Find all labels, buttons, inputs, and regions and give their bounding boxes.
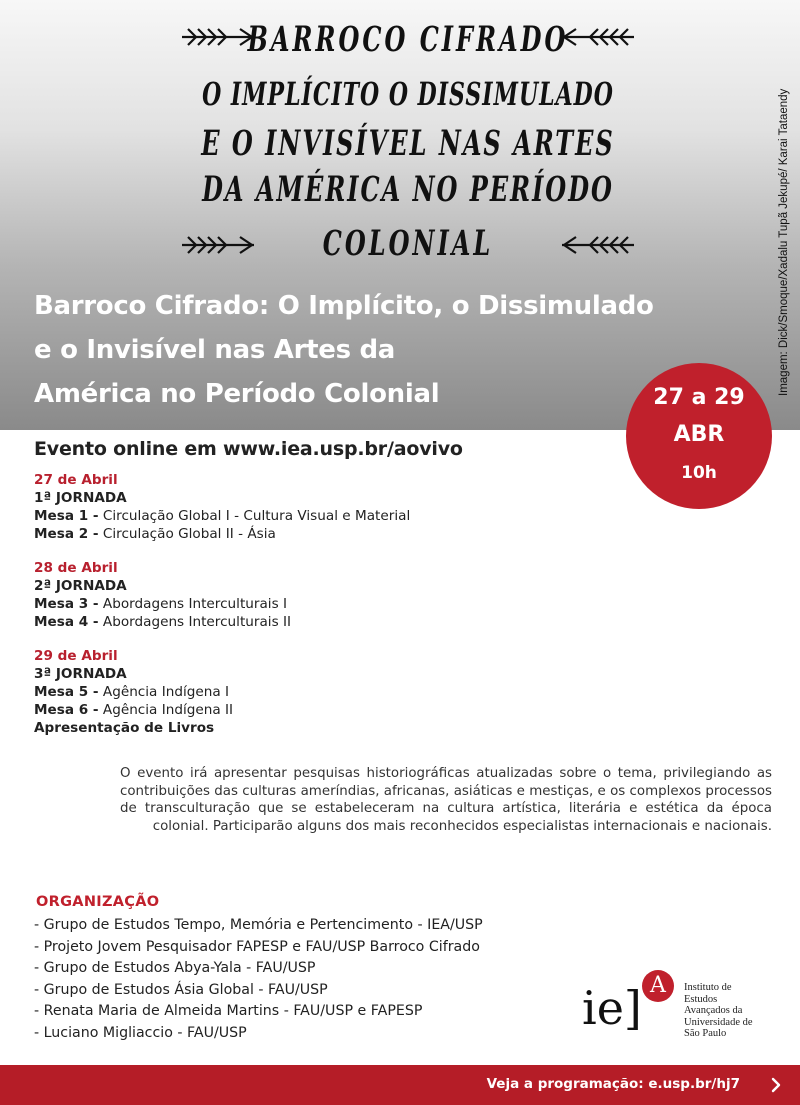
organization-item: - Grupo de Estudos Abya-Yala - FAU/USP	[34, 960, 316, 977]
event-description: O evento irá apresentar pesquisas historiográficas atualizadas sobre o tema, privilegiando as contribuições das culturas ameríndias, africanas, asiáticas e mestiças, e os complexos processos de transculturação que se estabeleceram na cultura artística, literária e estética da época colonial. Participarão alguns dos mais reconhecidos especialistas internacionais e nacionais.	[120, 766, 772, 834]
logo-line: Instituto de	[684, 982, 732, 993]
logo-line: São Paulo	[684, 1028, 727, 1040]
footer-bar[interactable]	[0, 1065, 800, 1105]
program-day-2	[34, 559, 594, 631]
logo-line: Universidade de	[684, 1016, 753, 1028]
logo-mark-icon: A	[642, 970, 674, 1002]
title-line-3: América no Período Colonial	[34, 379, 440, 409]
day-jornada: 1ª JORNADA	[34, 490, 127, 506]
title-line-2: e o Invisível nas Artes da	[34, 335, 396, 365]
badge-time: 10h	[681, 463, 717, 483]
logo-institution-name	[684, 982, 784, 1040]
logo-wordmark: ie]	[582, 981, 642, 1035]
mesa-item	[34, 613, 594, 631]
day-date: 27 de Abril	[34, 472, 118, 488]
badge-month: ABR	[673, 422, 725, 447]
organization-item: - Renata Maria de Almeida Martins - FAU/USP e FAPESP	[34, 1003, 423, 1020]
organization-item: - Projeto Jovem Pesquisador FAPESP e FAU/USP Barroco Cifrado	[34, 938, 480, 955]
badge-dates: 27 a 29	[653, 385, 745, 410]
organization-heading: ORGANIZAÇÃO	[36, 894, 160, 910]
date-badge	[626, 363, 772, 509]
mesa-text: Abordagens Interculturais II	[98, 614, 292, 630]
mesa-item	[34, 701, 594, 719]
logo-line: Estudos	[684, 993, 718, 1005]
program-day-1	[34, 471, 594, 543]
title-line-1: Barroco Cifrado: O Implícito, o Dissimulado	[34, 291, 654, 321]
day-jornada: 2ª JORNADA	[34, 578, 127, 594]
calligraphy-line-4: DA AMÉRICA NO PERÍODO	[202, 167, 614, 210]
mesa-label: Mesa 5 -	[34, 684, 99, 700]
organization-item: - Grupo de Estudos Ásia Global - FAU/USP	[34, 981, 328, 998]
image-credit	[778, 16, 790, 396]
iea-logo	[582, 970, 782, 1050]
mesa-label: Mesa 6 -	[34, 702, 99, 718]
calligraphy-line-1: BARROCO CIFRADO	[247, 17, 569, 60]
calligraphy-line-5: COLONIAL	[322, 221, 494, 264]
arrow-left-icon	[178, 232, 258, 258]
program-day-3	[34, 647, 594, 719]
mesa-text: Abordagens Interculturais I	[98, 596, 287, 612]
mesa-text: Circulação Global II - Ásia	[98, 526, 276, 542]
program-schedule	[34, 471, 594, 737]
calligraphy-line-2: O IMPLÍCITO O DISSIMULADO	[202, 76, 614, 114]
mesa-text: Circulação Global I - Cultura Visual e Material	[98, 508, 411, 524]
chevron-right-icon[interactable]	[768, 1077, 784, 1093]
mesa-label: Mesa 3 -	[34, 596, 99, 612]
mesa-text: Agência Indígena II	[98, 702, 234, 718]
logo-line: Avançados da	[684, 1005, 743, 1017]
organization-item: - Luciano Migliaccio - FAU/USP	[34, 1024, 247, 1041]
program-link[interactable]: Veja a programação: e.usp.br/hj7	[486, 1076, 740, 1092]
mesa-label: Mesa 4 -	[34, 614, 99, 630]
day-date: 29 de Abril	[34, 648, 118, 664]
book-presentation: Apresentação de Livros	[34, 720, 215, 736]
mesa-text: Agência Indígena I	[98, 684, 230, 700]
calligraphy-line-3: E O INVISÍVEL NAS ARTES	[201, 121, 615, 164]
online-event-link[interactable]: Evento online em www.iea.usp.br/aovivo	[34, 438, 463, 460]
mesa-label: Mesa 2 -	[34, 526, 99, 542]
arrow-right-icon	[558, 232, 638, 258]
day-jornada: 3ª JORNADA	[34, 666, 127, 682]
day-date: 28 de Abril	[34, 560, 118, 576]
mesa-item	[34, 595, 594, 613]
organization-list	[34, 915, 594, 1045]
mesa-item	[34, 507, 594, 525]
calligraphy-artwork	[178, 17, 638, 274]
mesa-item	[34, 525, 594, 543]
mesa-label: Mesa 1 -	[34, 508, 99, 524]
mesa-item	[34, 683, 594, 701]
organization-item: - Grupo de Estudos Tempo, Memória e Pertencimento - IEA/USP	[34, 917, 483, 933]
image-credit-text: Imagem: Dick/Smoque/Xadalu Tupã Jekupé/ Karai Tataendy	[778, 88, 790, 396]
